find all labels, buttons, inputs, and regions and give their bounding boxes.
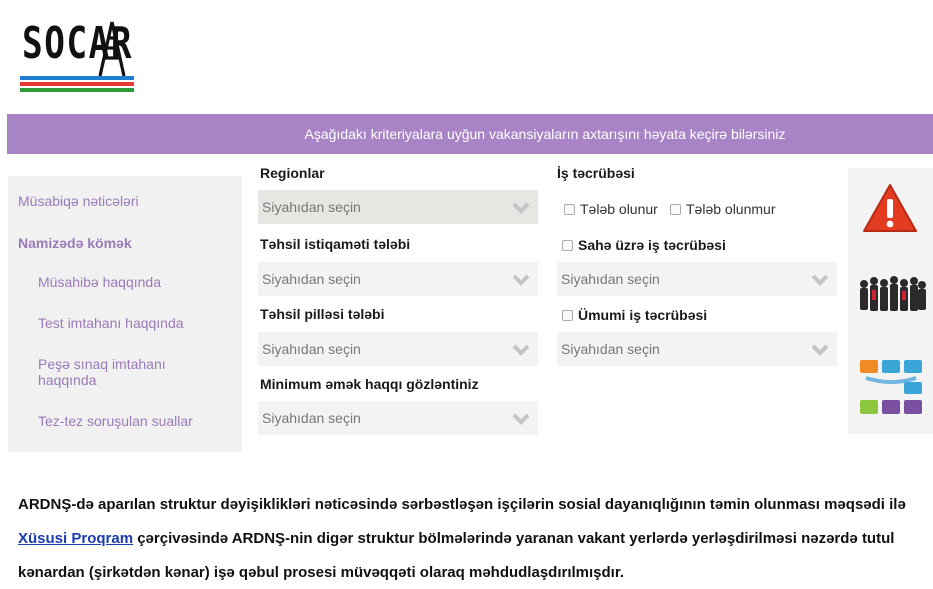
experience-not-required-option[interactable] [670, 201, 776, 217]
process-flow-icon[interactable] [858, 356, 926, 418]
field-experience-checkbox[interactable] [562, 240, 573, 251]
experience-required-option[interactable] [564, 201, 658, 217]
chevron-down-icon [512, 409, 530, 427]
experience-not-required-checkbox[interactable] [670, 204, 681, 215]
experience-label: İş təcrübəsi [557, 165, 635, 181]
sidebar-item-faq[interactable]: Tez-tez soruşulan suallar [38, 413, 193, 429]
sidebar [8, 176, 242, 452]
education-direction-select[interactable] [258, 262, 538, 296]
chevron-down-icon [512, 340, 530, 358]
regions-label: Regionlar [260, 165, 325, 181]
info-paragraph [18, 488, 933, 589]
general-experience-label: Ümumi iş təcrübəsi [578, 307, 708, 323]
sidebar-item-candidate-help[interactable]: Namizədə kömək [18, 235, 132, 251]
socar-logo[interactable] [20, 14, 136, 96]
general-experience-option[interactable] [562, 307, 707, 323]
regions-select[interactable] [258, 190, 538, 224]
education-level-select-value: Siyahıdan seçin [262, 341, 361, 357]
derrick-icon [94, 20, 130, 78]
min-salary-label: Minimum əmək haqqı gözləntiniz [260, 376, 479, 392]
chevron-down-icon [811, 270, 829, 288]
education-direction-label: Təhsil istiqaməti tələbi [260, 236, 411, 252]
min-salary-select-value: Siyahıdan seçin [262, 410, 361, 426]
info-paragraph-line-2 [18, 522, 933, 556]
chevron-down-icon [512, 198, 530, 216]
info-paragraph-line-2-rest: çərçivəsində ARDNŞ-nin digər struktur bölmələrində yaranan vakant yerlərdə yerləşdirilməsi nəzərdə tutul [133, 530, 895, 547]
chevron-down-icon [512, 270, 530, 288]
chevron-down-icon [811, 340, 829, 358]
regions-select-value: Siyahıdan seçin [262, 199, 361, 215]
education-level-select[interactable] [258, 332, 538, 366]
experience-required-checkbox[interactable] [564, 204, 575, 215]
logo-text: SOCAR [22, 18, 134, 69]
right-icon-panel [848, 168, 933, 434]
sidebar-item-test-exam[interactable]: Test imtahanı haqqında [38, 315, 184, 331]
sidebar-item-interview[interactable]: Müsahibə haqqında [38, 274, 161, 290]
experience-required-label: Tələb olunur [580, 201, 658, 217]
info-paragraph-line-3: kənardan (şirkətdən kənar) işə qəbul prosesi müvəqqəti olaraq məhdudlaşdırılmışdır. [18, 564, 625, 581]
sidebar-item-competition-results[interactable]: Müsabiqə nəticələri [18, 193, 139, 209]
info-paragraph-line-1: ARDNŞ-də aparılan struktur dəyişiklikləri nəticəsində sərbəstləşən işçilərin sosial dayanıqlığının təmin olunması məqsədi ilə [18, 496, 906, 513]
sidebar-item-trial-exam[interactable]: Peşə sınaq imtahanı haqqında [38, 356, 166, 388]
general-experience-select[interactable] [557, 332, 837, 366]
field-experience-option[interactable] [562, 237, 726, 253]
education-direction-select-value: Siyahıdan seçin [262, 271, 361, 287]
warning-icon[interactable] [862, 182, 918, 234]
field-experience-label: Sahə üzrə iş təcrübəsi [578, 237, 726, 253]
search-banner [7, 114, 933, 154]
field-experience-select[interactable] [557, 262, 837, 296]
banner-text: Aşağıdakı kriteriyalara uyğun vakansiyaların axtarışını həyata keçirə bilərsiniz [304, 126, 786, 142]
min-salary-select[interactable] [258, 401, 538, 435]
field-experience-select-value: Siyahıdan seçin [561, 271, 660, 287]
group-people-icon[interactable] [856, 272, 928, 322]
logo-flag-bars [20, 76, 134, 94]
experience-not-required-label: Tələb olunmur [686, 201, 776, 217]
special-program-link[interactable]: Xüsusi Proqram [18, 530, 134, 547]
education-level-label: Təhsil pilləsi tələbi [260, 306, 385, 322]
general-experience-checkbox[interactable] [562, 310, 573, 321]
general-experience-select-value: Siyahıdan seçin [561, 341, 660, 357]
